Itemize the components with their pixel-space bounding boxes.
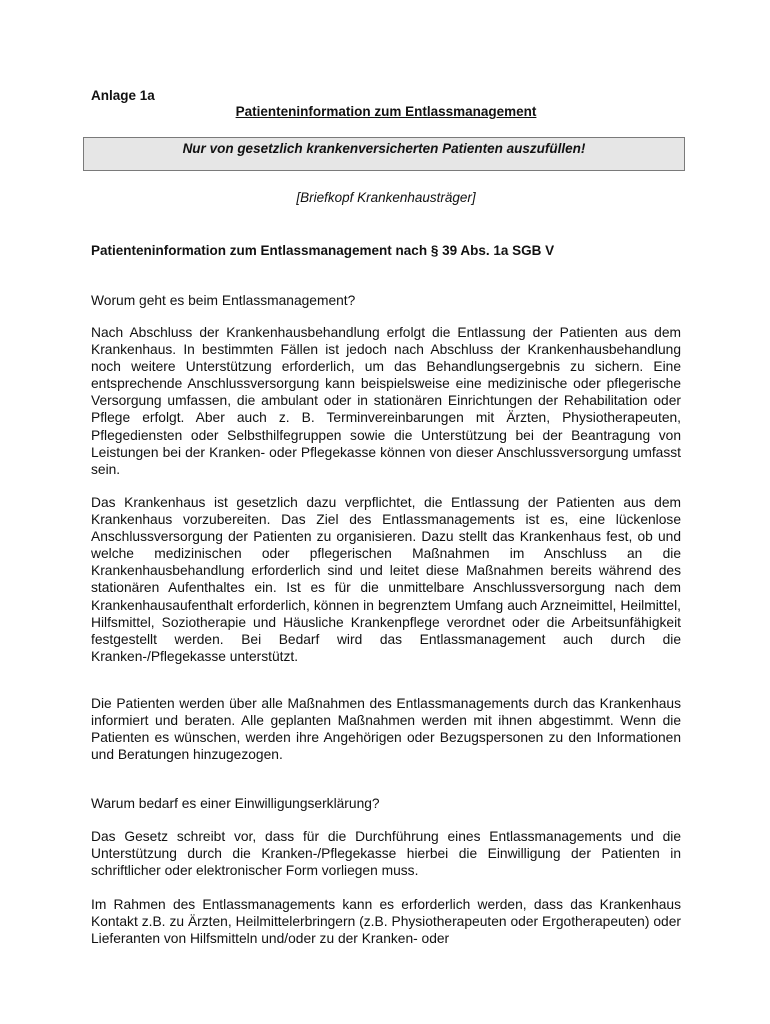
paragraph-3: Die Patienten werden über alle Maßnahmen des Entlassmanagements durch das Krankenhaus informiert und beraten. Alle geplanten Maßnahmen werden mit ihnen abgestimmt. Wenn die Patienten es wünschen, werden ihre Angehörigen oder Bezugspersonen zu den Informationen und Beratungen hinzugezogen.: [91, 696, 681, 763]
section-heading: Patienteninformation zum Entlassmanagement nach § 39 Abs. 1a SGB V: [91, 243, 555, 258]
letterhead-placeholder: [Briefkopf Krankenhausträger]: [296, 190, 476, 205]
question-heading-1: Worum geht es beim Entlassmanagement?: [91, 293, 356, 308]
question-heading-2: Warum bedarf es einer Einwilligungserklärung?: [91, 796, 380, 811]
notice-text: Nur von gesetzlich krankenversicherten Patienten auszufüllen!: [182, 141, 586, 156]
paragraph-2: Das Krankenhaus ist gesetzlich dazu verpflichtet, die Entlassung der Patienten aus dem Krankenhaus vorzubereiten. Das Ziel des Entlassmanagements ist es, eine lückenlose Anschlussversorgung der Patienten zu organisieren. Dazu stellt das Krankenhaus fest, ob und welche medizinischen oder pflegerischen Maßnahmen im Anschluss an die Krankenhausbehandlung erforderlich sind und leitet diese Maßnahmen bereits während des stationären Aufenthaltes ein. Ist es für die unmittelbare Anschlussversorgung nach dem Krankenhausaufenthalt erforderlich, können in begrenztem Umfang auch Arzneimittel, Heilmittel, Hilfsmittel, Soziotherapie und Häusliche Krankenpflege verordnet oder die Arbeitsunfähigkeit festgestellt werden. Bei Bedarf wird das Entlassmanagement auch durch die Kranken-/Pflegekasse unterstützt.: [91, 495, 681, 664]
document-title: Patienteninformation zum Entlassmanagement: [235, 104, 537, 119]
notice-box: [83, 137, 685, 171]
paragraph-5: Im Rahmen des Entlassmanagements kann es erforderlich werden, dass das Krankenhaus Kontakt z.B. zu Ärzten, Heilmittelerbringern (z.B. Physiotherapeuten oder Ergotherapeuten) oder Lieferanten von Hilfsmitteln und/oder zu der Kranken- oder: [91, 897, 681, 947]
attachment-label: Anlage 1a: [91, 88, 155, 103]
paragraph-4: Das Gesetz schreibt vor, dass für die Durchführung eines Entlassmanagements und die Unterstützung durch die Kranken-/Pflegekasse hierbei die Einwilligung der Patienten in schriftlicher oder elektronischer Form vorliegen muss.: [91, 829, 681, 879]
paragraph-1: Nach Abschluss der Krankenhausbehandlung erfolgt die Entlassung der Patienten aus dem Krankenhaus. In bestimmten Fällen ist jedoch nach Abschluss der Krankenhausbehandlung noch weitere Unterstützung erforderlich, um das Behandlungsergebnis zu sichern. Eine entsprechende Anschlussversorgung kann beispielsweise eine medizinische oder pflegerische Versorgung umfassen, die ambulant oder in stationären Einrichtungen der Rehabilitation oder Pflege erfolgt. Aber auch z. B. Terminvereinbarungen mit Ärzten, Physiotherapeuten, Pflegediensten oder Selbsthilfegruppen sowie die Unterstützung bei der Beantragung von Leistungen bei der Kranken- oder Pflegekasse können von dieser Anschlussversorgung umfasst sein.: [91, 325, 681, 477]
